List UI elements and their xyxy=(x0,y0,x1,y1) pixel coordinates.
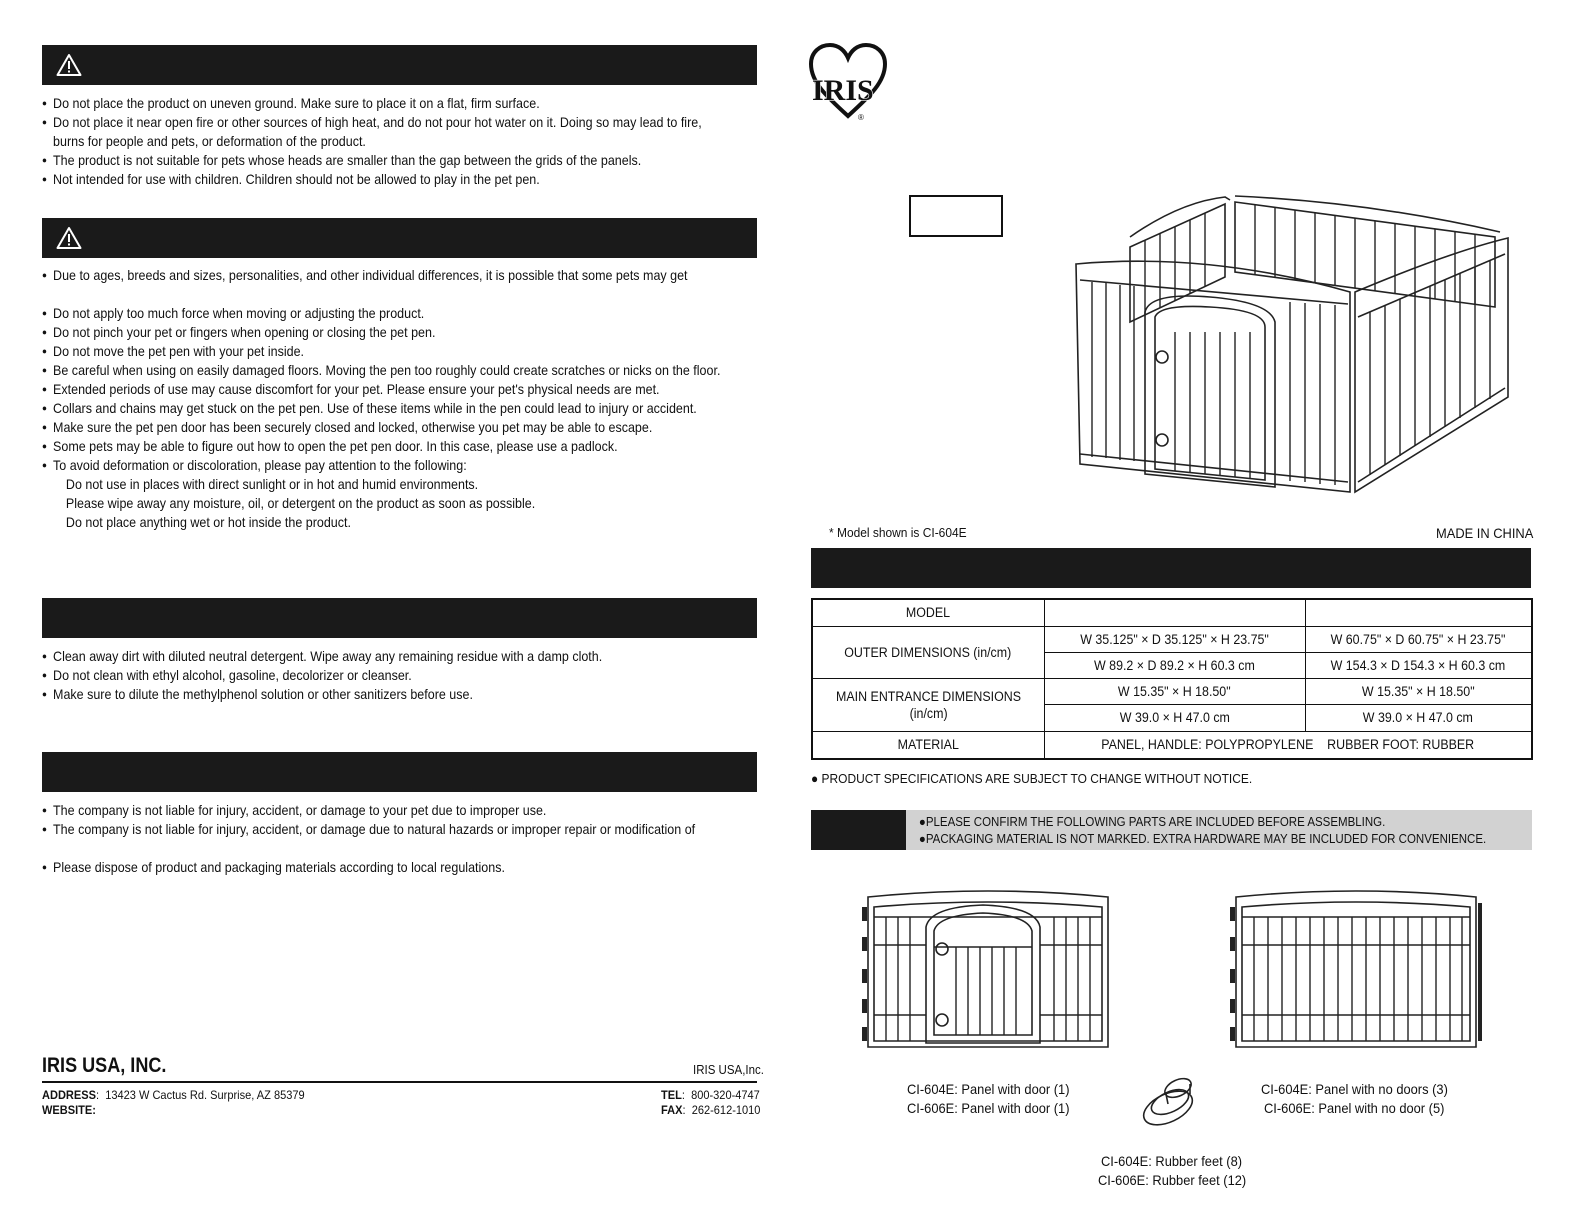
spec-header-bar xyxy=(811,548,1531,588)
list-item: ● Do not pinch your pet or fingers when opening or closing the pet pen. xyxy=(42,323,720,342)
list-item: ● Do not place it near open fire or other sources of high heat, and do not pour hot water on it. Doing so may lead to fire, xyxy=(42,113,702,132)
plain-panel-caption-1: CI-604E: Panel with no doors (3) xyxy=(1261,1081,1448,1097)
material-label: MATERIAL xyxy=(812,731,1044,759)
material-value: PANEL, HANDLE: POLYPROPYLENE RUBBER FOOT: RUBBER xyxy=(1044,731,1532,759)
rubber-feet-caption-2: CI-606E: Rubber feet (12) xyxy=(1098,1172,1247,1188)
list-item: ● Do not clean with ethyl alcohol, gasoline, decolorizer or cleanser. xyxy=(42,666,602,685)
iris-heart-logo xyxy=(806,40,890,124)
warning-header-bar-2 xyxy=(42,218,757,258)
warning-triangle-icon xyxy=(56,226,82,250)
list-item: ● Make sure the pet pen door has been securely closed and locked, otherwise you pet may be able to escape. xyxy=(42,418,720,437)
rubber-foot-drawing xyxy=(1138,1070,1204,1130)
model-label: MODEL xyxy=(812,599,1044,626)
list-item: ● Please dispose of product and packaging materials according to local regulations. xyxy=(42,858,695,877)
list-item: ● Extended periods of use may cause discomfort for your pet. Please ensure your pet's physical needs are met. xyxy=(42,380,720,399)
list-item: Do not place anything wet or hot inside the product. xyxy=(65,515,351,530)
address-value: 13423 W Cactus Rd. Surprise, AZ 85379 xyxy=(105,1088,305,1102)
outer-dimensions-label: OUTER DIMENSIONS (in/cm) xyxy=(812,626,1044,678)
warning-list-1 xyxy=(42,94,702,189)
entrance-606-in: W 15.35" × H 18.50" xyxy=(1305,678,1532,704)
plain-panel-caption-2: CI-606E: Panel with no door (5) xyxy=(1264,1100,1445,1116)
list-item: ● Make sure to dilute the methylphenol solution or other sanitizers before use. xyxy=(42,685,602,704)
table-row xyxy=(812,626,1532,652)
fax-label: FAX xyxy=(661,1103,683,1117)
list-item: ● Do not move the pet pen with your pet inside. xyxy=(42,342,720,361)
outer-606-in: W 60.75" × D 60.75" × H 23.75" xyxy=(1305,626,1532,652)
warning-list-2 xyxy=(42,266,720,532)
fax-value: 262-612-1010 xyxy=(691,1103,761,1117)
entrance-604-cm: W 39.0 × H 47.0 cm xyxy=(1044,704,1305,731)
model-shown-caption: * Model shown is CI-604E xyxy=(829,525,967,540)
liability-list xyxy=(42,801,695,877)
list-item: burns for people and pets, or deformation of the product. xyxy=(53,134,366,149)
tel-label: TEL xyxy=(661,1088,682,1102)
outer-604-cm: W 89.2 × D 89.2 × H 60.3 cm xyxy=(1044,652,1305,678)
door-panel-caption-1: CI-604E: Panel with door (1) xyxy=(907,1081,1070,1097)
model-box xyxy=(909,195,1003,237)
address-line: ADDRESS: 13423 W Cactus Rd. Surprise, AZ 85379 xyxy=(42,1088,305,1102)
parts-note-line: ●PLEASE CONFIRM THE FOLLOWING PARTS ARE INCLUDED BEFORE ASSEMBLING. xyxy=(918,815,1386,829)
company-name-small: IRIS USA,Inc. xyxy=(693,1063,764,1077)
table-row xyxy=(812,731,1532,759)
list-item: ● Clean away dirt with diluted neutral detergent. Wipe away any remaining residue with a damp cloth. xyxy=(42,647,602,666)
warning-header-bar-1 xyxy=(42,45,757,85)
list-item: ● The company is not liable for injury, accident, or damage to your pet due to improper use. xyxy=(42,801,695,820)
warning-triangle-icon xyxy=(56,53,82,77)
panel-without-door-drawing xyxy=(1226,885,1488,1055)
fax-line: FAX: 262-612-1010 xyxy=(661,1103,761,1117)
parts-note-line: ●PACKAGING MATERIAL IS NOT MARKED. EXTRA HARDWARE MAY BE INCLUDED FOR CONVENIENCE. xyxy=(918,832,1487,846)
care-list xyxy=(42,647,602,704)
list-item: ● To avoid deformation or discoloration, please pay attention to the following: xyxy=(42,456,720,475)
entrance-dimensions-label: MAIN ENTRANCE DIMENSIONS (in/cm) xyxy=(812,678,1044,731)
list-item: ● The product is not suitable for pets whose heads are smaller than the gap between the grids of the panels. xyxy=(42,151,702,170)
panel-with-door-drawing xyxy=(858,885,1120,1055)
parts-header-bar xyxy=(811,810,906,850)
spec-table xyxy=(811,598,1533,760)
list-item: Please wipe away any moisture, oil, or detergent on the product as soon as possible. xyxy=(65,496,536,511)
website-label: WEBSITE: xyxy=(42,1103,96,1117)
pet-pen-illustration xyxy=(1070,192,1515,517)
logo-text: IRIS xyxy=(812,74,874,107)
table-row xyxy=(812,678,1532,704)
spec-notice: ● PRODUCT SPECIFICATIONS ARE SUBJECT TO CHANGE WITHOUT NOTICE. xyxy=(811,771,1253,786)
outer-604-in: W 35.125" × D 35.125" × H 23.75" xyxy=(1044,626,1305,652)
list-item: ● Do not apply too much force when moving or adjusting the product. xyxy=(42,304,720,323)
table-row xyxy=(812,599,1532,626)
footer-rule xyxy=(42,1081,757,1083)
list-item: ● The company is not liable for injury, accident, or damage due to natural hazards or improper repair or modification of xyxy=(42,820,695,839)
outer-606-cm: W 154.3 × D 154.3 × H 60.3 cm xyxy=(1305,652,1532,678)
entrance-604-in: W 15.35" × H 18.50" xyxy=(1044,678,1305,704)
address-label: ADDRESS xyxy=(42,1088,96,1102)
liability-header-bar xyxy=(42,752,757,792)
list-item: ● Do not place the product on uneven ground. Make sure to place it on a flat, firm surface. xyxy=(42,94,702,113)
list-item: ● Be careful when using on easily damaged floors. Moving the pen too roughly could create scratches or nicks on the floor. xyxy=(42,361,720,380)
tel-line: TEL: 800-320-4747 xyxy=(661,1088,760,1102)
care-header-bar xyxy=(42,598,757,638)
rubber-feet-caption-1: CI-604E: Rubber feet (8) xyxy=(1101,1153,1243,1169)
door-panel-caption-2: CI-606E: Panel with door (1) xyxy=(907,1100,1070,1116)
tel-value: 800-320-4747 xyxy=(691,1088,760,1102)
entrance-606-cm: W 39.0 × H 47.0 cm xyxy=(1305,704,1532,731)
list-item: ● Not intended for use with children. Children should not be allowed to play in the pet pen. xyxy=(42,170,702,189)
made-in-label: MADE IN CHINA xyxy=(1436,525,1534,541)
list-item: Do not use in places with direct sunlight or in hot and humid environments. xyxy=(65,477,479,492)
parts-notes xyxy=(906,810,1532,850)
list-item: ● Due to ages, breeds and sizes, personalities, and other individual differences, it is possible that some pets may get xyxy=(42,266,720,285)
list-item: ● Some pets may be able to figure out how to open the pet pen door. In this case, please use a padlock. xyxy=(42,437,720,456)
list-item: ● Collars and chains may get stuck on the pet pen. Use of these items while in the pen could lead to injury or accident. xyxy=(42,399,720,418)
registered-mark: ® xyxy=(858,113,864,122)
company-name: IRIS USA, INC. xyxy=(42,1054,167,1077)
